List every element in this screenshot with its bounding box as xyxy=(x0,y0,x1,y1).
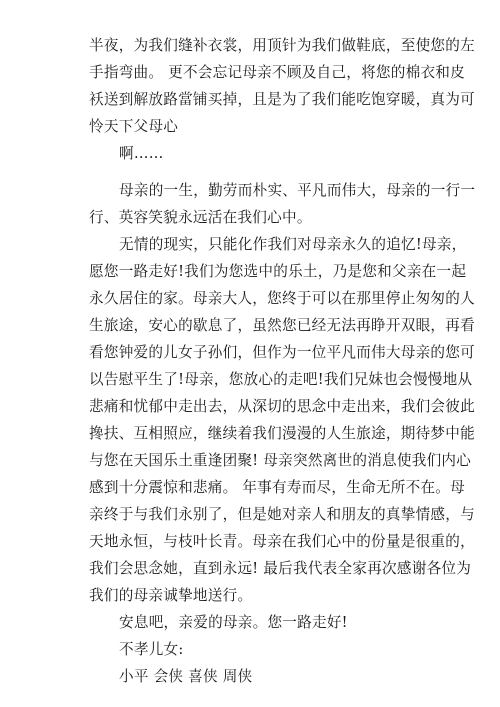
text-line: 搀扶、互相照应，继续着我们漫漫的人生旅途，期待梦中能 xyxy=(89,425,475,442)
text-line: 手指弯曲。 更不会忘记母亲不顾及自己，将您的棉衣和皮 xyxy=(89,64,465,81)
text-line: 我们的母亲诚挚地送行。 xyxy=(89,587,253,604)
text-line: 母亲的一生，勤劳而朴实、平凡而伟大，母亲的一行一 xyxy=(119,182,476,199)
signature-label: 不孝儿女: xyxy=(119,641,184,658)
text-line: 与您在天国乐土重逢团聚! 母亲突然离世的消息使我们内心 xyxy=(89,452,472,469)
text-line: 怜天下父母心 xyxy=(89,118,179,135)
text-line: 看您钟爱的儿女子孙们，但作为一位平凡而伟大母亲的您可 xyxy=(89,344,475,361)
text-line: 天地永恒，与枝叶长青。母亲在我们心中的份量是很重的， xyxy=(89,533,475,550)
text-line: 永久居住的家。母亲大人，您终于可以在那里停止匆匆的人 xyxy=(89,290,475,307)
text-line: 以告慰平生了!母亲，您放心的走吧!我们兄妹也会慢慢地从 xyxy=(89,371,473,388)
text-line: 行、英容笑貌永远活在我们心中。 xyxy=(89,209,312,226)
text-line: 亲终于与我们永别了，但是她对亲人和朋友的真挚情感，与 xyxy=(89,506,475,523)
text-line: 我们会思念她，直到永远! 最后我代表全家再次感谢各位为 xyxy=(89,560,472,577)
text-line: 生旅途，安心的歇息了，虽然您已经无法再睁开双眼，再看 xyxy=(89,317,475,334)
text-line: 啊…… xyxy=(119,145,164,162)
text-line: 悲痛和忧郁中走出去，从深切的思念中走出来，我们会彼此 xyxy=(89,398,475,415)
text-line: 袄送到解放路當铺买掉，且是为了我们能吃饱穿暖，真为可 xyxy=(89,91,475,108)
signature-names: 小平 会侠 喜侠 周侠 xyxy=(119,668,253,685)
text-line: 无情的现实，只能化作我们对母亲永久的追忆!母亲， xyxy=(119,236,467,253)
text-line: 半夜，为我们缝补衣裳，用顶针为我们做鞋底，至使您的左 xyxy=(89,37,475,54)
closing-line: 安息吧，亲爱的母亲。您一路走好! xyxy=(119,614,348,631)
text-line: 感到十分震惊和悲痛。 年事有寿而尽，生命无所不在。母 xyxy=(89,479,465,496)
text-line: 愿您一路走好!我们为您选中的乐土，乃是您和父亲在一起 xyxy=(89,263,467,280)
